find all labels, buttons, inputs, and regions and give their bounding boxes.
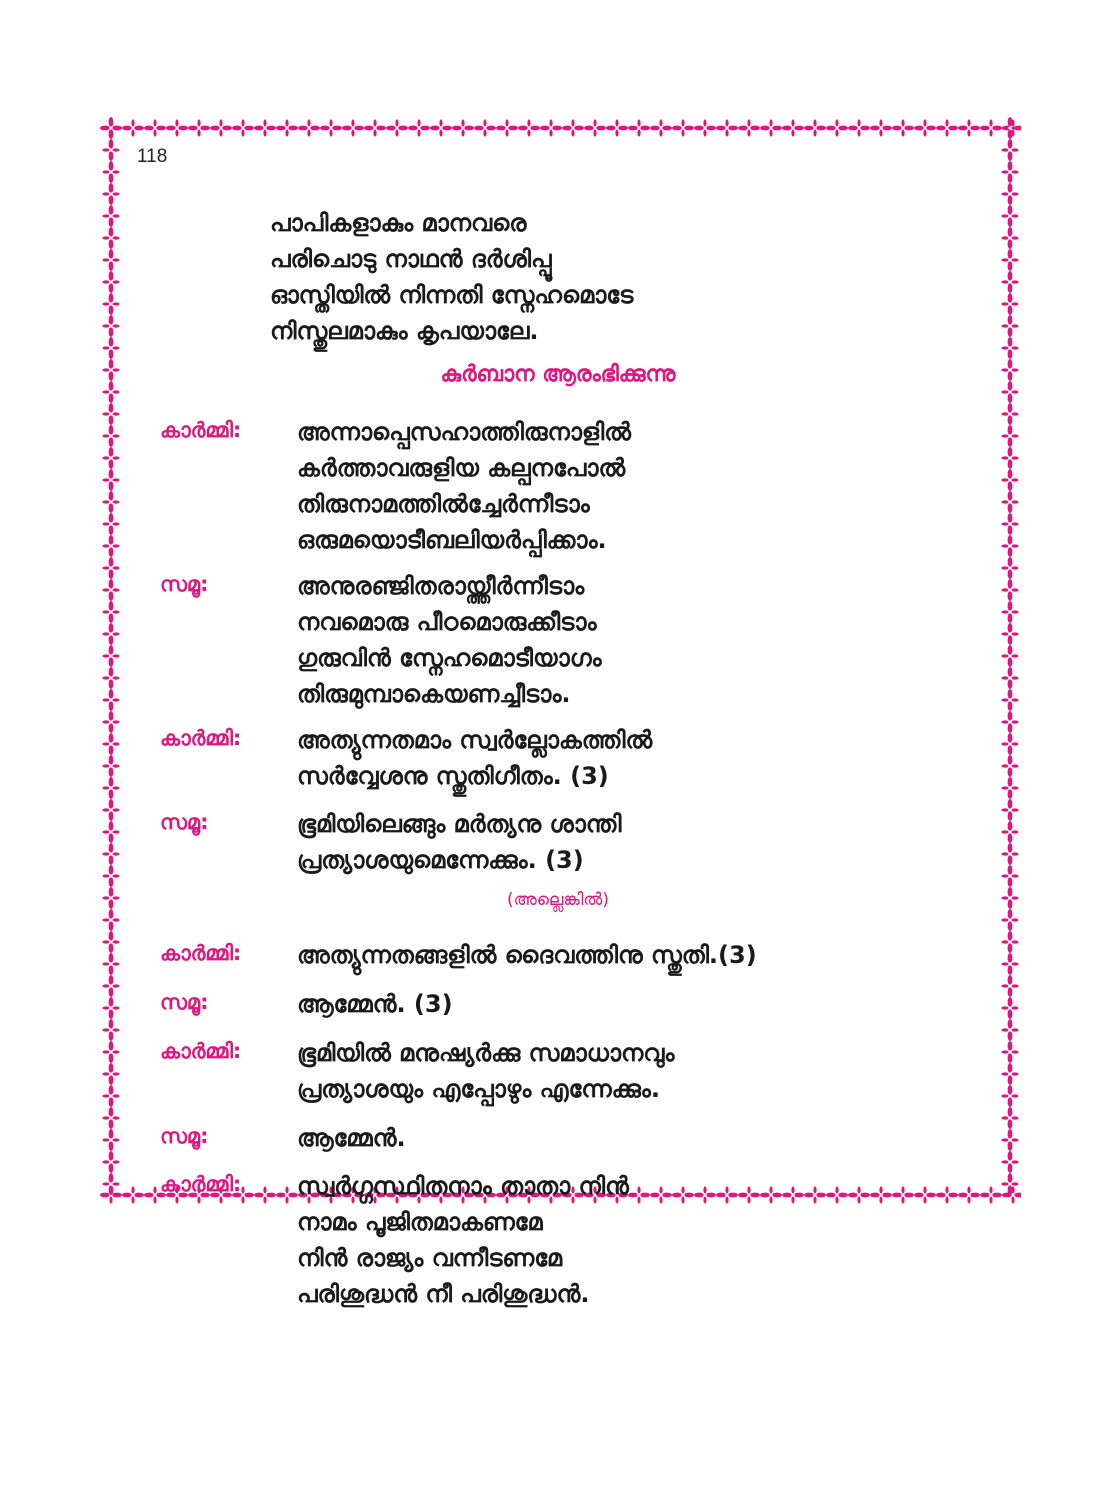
speaker-label: കാർമ്മി: (160, 941, 242, 965)
speaker-label: സമൂ: (160, 810, 209, 834)
verse-line: പ്രത്യാശയുമെന്നേക്കും. (3) (297, 846, 584, 874)
verse-line: നവമൊരു പീഠമൊരുക്കീടാം (297, 608, 597, 636)
section-heading-text: കുർബാന ആരംഭിക്കുന്നു (440, 362, 676, 387)
verse-line: അനുരഞ്ജിതരായ്ത്തീർന്നീടാം (297, 572, 585, 600)
verse-line: സ്വർഗ്ഗസ്ഥിതനാം താതാ നിൻ (297, 1172, 629, 1200)
verse-line: ഗുരുവിൻ സ്നേഹമൊടീയാഗം (297, 644, 602, 672)
opening-stanza (270, 205, 633, 349)
verse-line: അത്യുന്നതങ്ങളിൽ ദൈവത്തിനു സ്തുതി.(3) (297, 941, 757, 969)
verse-line: ഭൂമിയിൽ മനുഷ്യർക്കു സമാധാനവും (297, 1039, 675, 1067)
speaker-label: കാർമ്മി: (160, 726, 242, 750)
verse-lines (297, 414, 631, 558)
verse-lines (297, 986, 453, 1022)
border-left (100, 117, 122, 1206)
verse-line: അത്യുന്നതമാം സ്വർല്ലോകത്തിൽ (297, 726, 653, 754)
speaker-label: കാർമ്മി: (160, 418, 242, 442)
border-right (999, 117, 1021, 1206)
verse-lines (297, 722, 652, 794)
stanza-line: പരിചൊടു നാഥൻ ദർശിപ്പൂ (270, 245, 552, 273)
verse-line: സർവ്വേശനു സ്തുതിഗീതം. (3) (297, 762, 609, 790)
verse-line: കർത്താവരുളിയ കല്പനപോൽ (297, 454, 626, 482)
speaker-label: സമൂ: (160, 1124, 209, 1148)
verse-lines (297, 1168, 629, 1312)
verse-lines (297, 806, 621, 878)
alternative-note (0, 890, 1116, 910)
verse-line: ഒരുമയൊടീബലിയർപ്പിക്കാം. (297, 526, 607, 554)
verse-line: നിൻ രാജ്യം വന്നീടണമേ (297, 1244, 563, 1272)
verse-lines (297, 937, 757, 973)
section-heading (0, 362, 1116, 387)
speaker-label: സമൂ: (160, 572, 209, 596)
page-number: 118 (137, 146, 168, 167)
verse-line: അന്നാപ്പെസഹാത്തിരുനാളിൽ (297, 418, 631, 446)
speaker-label: സമൂ: (160, 990, 209, 1014)
verse-line: പ്രത്യാശയും എപ്പോഴും എന്നേക്കും. (297, 1075, 660, 1103)
stanza-line: നിസ്തുലമാകും കൃപയാലേ. (270, 317, 539, 345)
stanza-line: ഓസ്തിയിൽ നിന്നതി സ്നേഹമൊടേ (270, 281, 634, 309)
verse-line: ആമ്മേൻ. (297, 1124, 406, 1152)
verse-line: ആമ്മേൻ. (3) (297, 990, 453, 1018)
verse-lines (297, 1035, 674, 1107)
verse-line: തിരുനാമത്തിൽച്ചേർന്നീടാം (297, 490, 590, 518)
verse-lines (297, 568, 602, 712)
verse-line: ഭൂമിയിലെങ്ങും മർത്യനു ശാന്തി (297, 810, 622, 838)
alternative-note-text: (അല്ലെങ്കിൽ) (507, 890, 609, 910)
speaker-label: കാർമ്മി: (160, 1039, 242, 1063)
verse-line: പരിശുദ്ധൻ നീ പരിശുദ്ധൻ. (297, 1280, 590, 1308)
border-top (100, 117, 1021, 139)
verse-line: നാമം പൂജിതമാകണമേ (297, 1208, 543, 1236)
speaker-label: കാർമ്മി: (160, 1172, 242, 1196)
stanza-line: പാപികളാകും മാനവരെ (270, 209, 527, 237)
verse-line: തിരുമുമ്പാകെയണച്ചീടാം. (297, 680, 571, 708)
verse-lines (297, 1120, 406, 1156)
